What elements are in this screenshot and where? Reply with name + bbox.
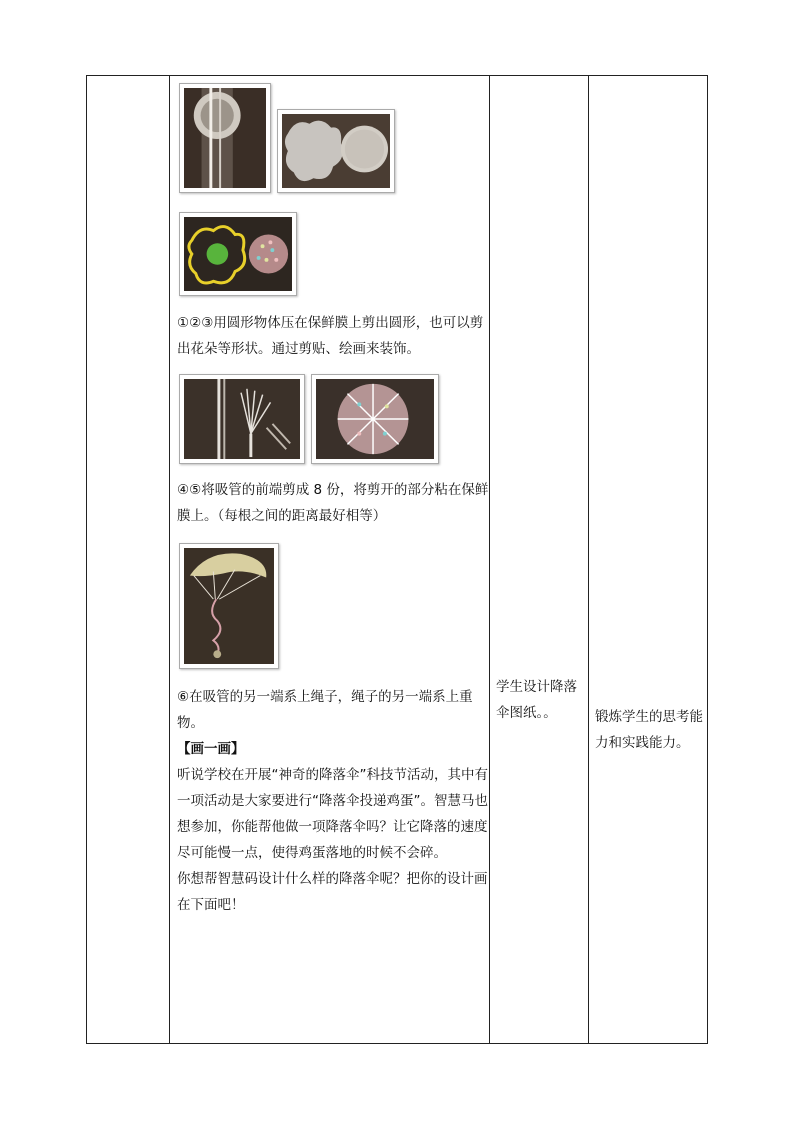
student-activity-cell [496,674,584,726]
draw-section-paragraph-2: 你想帮智慧码设计什么样的降落伞呢？把你的设计画在下面吧！ [177,871,488,913]
column-divider-3 [588,76,589,1043]
step-1-2-3-paragraph: ①②③用圆形物体压在保鲜膜上剪出圆形，也可以剪出花朵等形状。通过剪贴、绘画来装饰。 [177,315,484,357]
step-4-5-paragraph: ④⑤将吸管的前端剪成 8 份，将剪开的部分粘在保鲜膜上。（每根之间的距离最好相等） [177,482,489,524]
step-1-2-3-text [177,310,491,362]
lesson-table [86,75,708,1044]
photo-straws-on-film [311,374,439,464]
step-6-paragraph: ⑥在吸管的另一端系上绳子，绳子的另一端系上重物。 [177,689,473,731]
step-4-5-text [177,477,491,529]
student-activity-text: 学生设计降落伞图纸。。 [496,679,577,721]
draw-section-paragraph-1: 听说学校在开展“神奇的降落伞”科技节活动，其中有一项活动是大家要进行“降落伞投递鸡蛋”。智慧马也想参加，你能帮他做一项降落伞吗？让它降落的速度尽可能慢一点，使得鸡蛋落地的时候不会碎。 [177,767,488,861]
draw-section-heading: 【画一画】 [177,741,245,757]
photo-finished-parachute [179,543,279,669]
design-intent-text: 锻炼学生的思考能力和实践能力。 [595,709,703,751]
photo-cut-straws [179,374,305,464]
photo-cut-film-shapes [277,109,395,193]
step-6-text [177,684,491,918]
photo-decorated-film [179,212,297,296]
teaching-content-cell [171,76,489,1043]
design-intent-cell [595,704,705,756]
column-divider-1 [169,76,170,1043]
photo-cup-on-film [179,83,271,193]
